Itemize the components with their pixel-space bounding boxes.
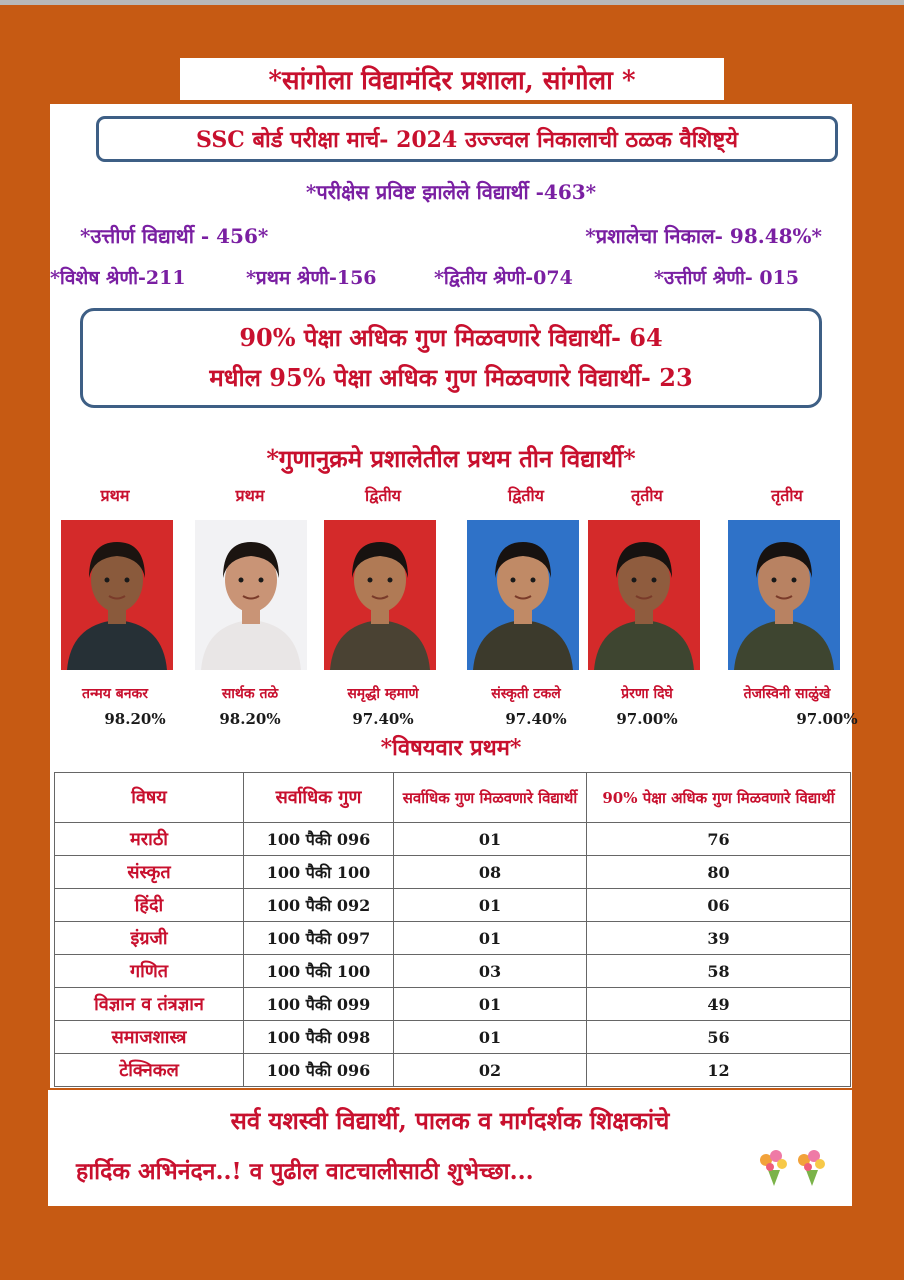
topper-name: समृद्धी म्हमाणे: [347, 686, 419, 702]
table-row: [55, 1021, 851, 1054]
cell-highest-marks: 100 पैकी 100: [244, 856, 394, 889]
cell-subject: टेक्निकल: [55, 1054, 244, 1087]
footer-banner: [48, 1090, 852, 1206]
stat-grade-pass: *उत्तीर्ण श्रेणी- 015: [654, 267, 800, 289]
table-header-row: [55, 773, 851, 823]
exam-subtitle: SSC बोर्ड परीक्षा मार्च- 2024 उज्ज्वल निकालाची ठळक वैशिष्ट्ये: [96, 116, 838, 162]
header-subject: विषय: [55, 773, 244, 823]
bouquet-right: [798, 1150, 825, 1186]
footer-line-2: हार्दिक अभिनंदन..! व पुढील वाटचालीसाठी शुभेच्छा...: [76, 1158, 534, 1185]
cell-above-90: 56: [587, 1021, 851, 1054]
highlight-above-90: 90% पेक्षा अधिक गुण मिळवणारे विद्यार्थी- 64: [239, 323, 663, 352]
topper-percent: 98.20%: [104, 710, 166, 728]
topper-percent: 97.00%: [796, 710, 858, 728]
cell-subject: संस्कृत: [55, 856, 244, 889]
bouquet-icon: [754, 1146, 834, 1190]
topper-photo: [467, 520, 579, 670]
highlights-box: [80, 308, 822, 408]
topper-rank: प्रथम: [235, 486, 265, 505]
footer-line-1: सर्व यशस्वी विद्यार्थी, पालक व मार्गदर्शक शिक्षकांचे: [230, 1106, 670, 1135]
stat-grade-first: *प्रथम श्रेणी-156: [246, 267, 377, 289]
cell-top-students: 03: [394, 955, 587, 988]
cell-above-90: 06: [587, 889, 851, 922]
topper-rank: तृतीय: [771, 486, 803, 505]
topper-name: संस्कृती टकले: [491, 686, 561, 702]
stat-grade-second: *द्वितीय श्रेणी-074: [434, 267, 573, 289]
topper-name: सार्थक तळे: [221, 686, 279, 702]
cell-highest-marks: 100 पैकी 097: [244, 922, 394, 955]
cell-top-students: 01: [394, 1021, 587, 1054]
subject-table: [54, 772, 851, 1087]
topper-percent: 98.20%: [219, 710, 281, 728]
cell-top-students: 08: [394, 856, 587, 889]
topper-photo: [588, 520, 700, 670]
header-top-students: सर्वाधिक गुण मिळवणारे विद्यार्थी: [394, 773, 587, 823]
stat-grade-special: *विशेष श्रेणी-211: [50, 267, 186, 289]
subject-title: *विषयवार प्रथम*: [380, 735, 522, 761]
cell-top-students: 01: [394, 889, 587, 922]
table-row: [55, 889, 851, 922]
cell-subject: गणित: [55, 955, 244, 988]
table-row: [55, 988, 851, 1021]
topper-rank: तृतीय: [631, 486, 663, 505]
cell-highest-marks: 100 पैकी 098: [244, 1021, 394, 1054]
cell-subject: हिंदी: [55, 889, 244, 922]
cell-above-90: 58: [587, 955, 851, 988]
top-edge: [0, 0, 904, 5]
stat-appeared: *परीक्षेस प्रविष्ट झालेले विद्यार्थी -463*: [305, 180, 597, 204]
topper-photo: [61, 520, 173, 670]
cell-above-90: 12: [587, 1054, 851, 1087]
topper-name: तन्मय बनकर: [81, 686, 149, 702]
topper-rank: प्रथम: [100, 486, 130, 505]
bouquet-left: [760, 1150, 787, 1186]
cell-top-students: 01: [394, 823, 587, 856]
topper-photo: [324, 520, 436, 670]
table-row: [55, 823, 851, 856]
cell-highest-marks: 100 पैकी 092: [244, 889, 394, 922]
cell-subject: मराठी: [55, 823, 244, 856]
topper-percent: 97.40%: [352, 710, 414, 728]
cell-top-students: 02: [394, 1054, 587, 1087]
topper-rank: द्वितीय: [365, 486, 401, 505]
stat-passed: *उत्तीर्ण विद्यार्थी - 456*: [80, 224, 269, 248]
cell-above-90: 49: [587, 988, 851, 1021]
cell-above-90: 80: [587, 856, 851, 889]
cell-above-90: 39: [587, 922, 851, 955]
highlight-above-95: मधील 95% पेक्षा अधिक गुण मिळवणारे विद्यार्थी- 23: [209, 363, 693, 392]
cell-highest-marks: 100 पैकी 099: [244, 988, 394, 1021]
cell-highest-marks: 100 पैकी 100: [244, 955, 394, 988]
table-body: [55, 823, 851, 1087]
table-row: [55, 1054, 851, 1087]
topper-percent: 97.40%: [505, 710, 567, 728]
cell-top-students: 01: [394, 922, 587, 955]
school-title: *सांगोला विद्यामंदिर प्रशाला, सांगोला *: [180, 58, 724, 100]
cell-subject: इंग्रजी: [55, 922, 244, 955]
cell-subject: समाजशास्त्र: [55, 1021, 244, 1054]
cell-above-90: 76: [587, 823, 851, 856]
result-sheet: [50, 104, 858, 1088]
toppers-title: *गुणानुक्रमे प्रशालेतील प्रथम तीन विद्यार्थी*: [266, 444, 636, 473]
topper-rank: द्वितीय: [508, 486, 544, 505]
topper-percent: 97.00%: [616, 710, 678, 728]
header-above-90: 90% पेक्षा अधिक गुण मिळवणारे विद्यार्थी: [587, 773, 851, 823]
stat-result: *प्रशालेचा निकाल- 98.48%*: [585, 224, 822, 248]
table-row: [55, 856, 851, 889]
topper-name: तेजस्विनी साळुंखे: [743, 686, 831, 702]
topper-photo: [195, 520, 307, 670]
table-row: [55, 922, 851, 955]
header-highest-marks: सर्वाधिक गुण: [244, 773, 394, 823]
table-row: [55, 955, 851, 988]
cell-highest-marks: 100 पैकी 096: [244, 1054, 394, 1087]
cell-subject: विज्ञान व तंत्रज्ञान: [55, 988, 244, 1021]
cell-highest-marks: 100 पैकी 096: [244, 823, 394, 856]
cell-top-students: 01: [394, 988, 587, 1021]
topper-photo: [728, 520, 840, 670]
topper-name: प्रेरणा दिघे: [621, 686, 673, 702]
